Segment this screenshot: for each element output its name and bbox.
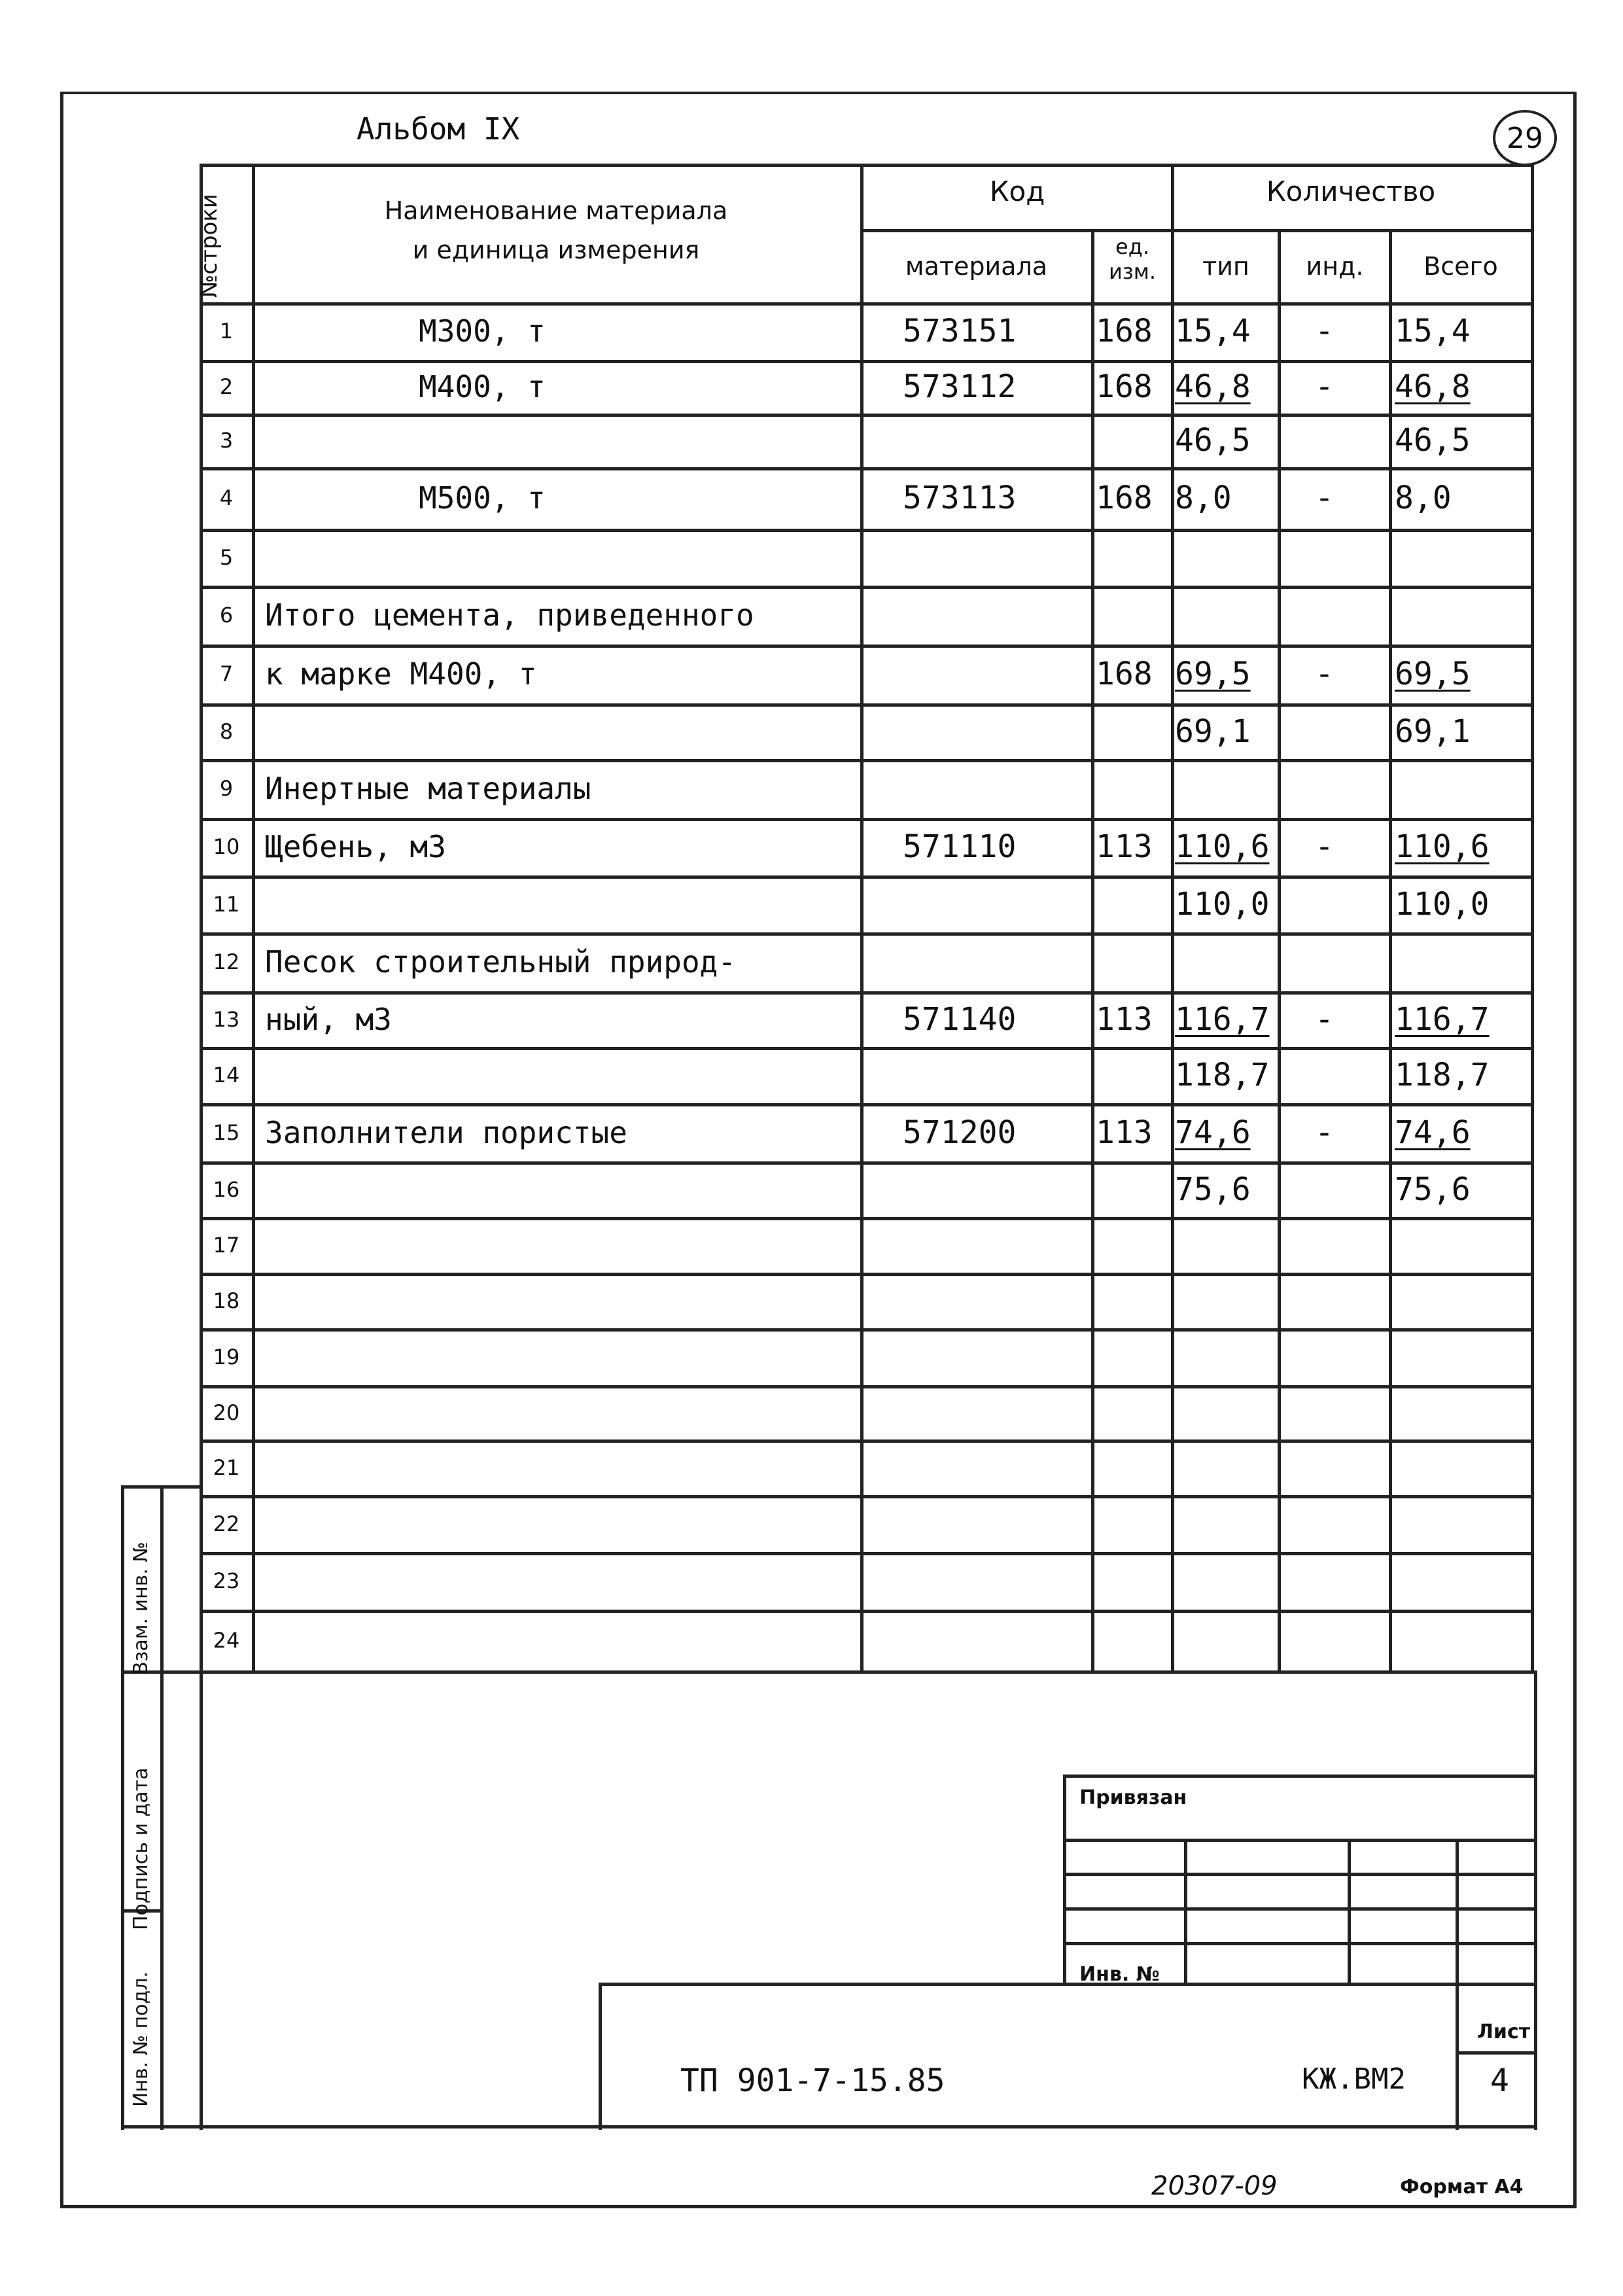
row-rule xyxy=(200,932,1534,936)
row-qty-tip: 15,4 xyxy=(1175,313,1251,349)
stamp-rule xyxy=(1063,1775,1537,1778)
row-rule xyxy=(200,1552,1534,1555)
row-qty-total: 15,4 xyxy=(1395,313,1471,349)
row-number: 14 xyxy=(213,1063,240,1087)
row-unit-code: 113 xyxy=(1096,1114,1153,1151)
row-qty-ind: - xyxy=(1315,313,1334,349)
page-number-circle: 29 xyxy=(1493,110,1557,166)
row-qty-total: 110,6 xyxy=(1395,828,1490,865)
stamp-list-value: 4 xyxy=(1490,2062,1509,2099)
row-number: 12 xyxy=(213,949,240,974)
row-number: 5 xyxy=(219,544,234,570)
row-qty-total: 8,0 xyxy=(1395,480,1452,516)
row-material-name: М300, т xyxy=(419,313,546,349)
row-unit-code: 168 xyxy=(1096,656,1153,692)
row-rule xyxy=(200,1161,1534,1165)
row-qty-ind: - xyxy=(1315,1114,1334,1151)
row-number: 17 xyxy=(213,1232,240,1258)
side-label-inv-podl: Инв. № подл. xyxy=(130,1971,152,2107)
row-material-name: ный, м3 xyxy=(265,1001,392,1037)
stamp-rule xyxy=(1348,1839,1351,1986)
row-number: 7 xyxy=(219,662,234,686)
row-qty-total: 46,8 xyxy=(1395,368,1471,405)
stamp-privyazan: Привязан xyxy=(1079,1786,1187,1809)
row-rule xyxy=(200,703,1534,707)
row-qty-tip: 110,0 xyxy=(1175,885,1270,923)
side-label-vzam-inv: Взам. инв. № xyxy=(130,1542,152,1675)
row-number: 15 xyxy=(213,1120,240,1145)
row-number: 1 xyxy=(219,319,234,344)
row-number: 13 xyxy=(213,1006,240,1032)
row-qty-tip: 8,0 xyxy=(1175,480,1232,516)
row-material-code: 573113 xyxy=(903,480,1017,516)
row-rule xyxy=(200,759,1534,762)
column-rule xyxy=(860,164,864,1674)
column-rule xyxy=(1389,229,1392,1674)
row-qty-tip: 69,1 xyxy=(1175,713,1251,750)
header-code-unit: ед. изм. xyxy=(1108,234,1157,284)
row-rule xyxy=(200,1495,1534,1498)
row-rule xyxy=(200,645,1534,648)
table-bottom-rule xyxy=(200,1670,1534,1674)
row-number: 6 xyxy=(219,603,234,627)
row-qty-tip: 46,5 xyxy=(1175,422,1251,459)
stamp-rule xyxy=(1063,1775,1066,1986)
row-material-code: 571110 xyxy=(903,828,1017,865)
header-quantity: Количество xyxy=(1266,175,1436,207)
row-material-code: 573151 xyxy=(903,313,1017,349)
row-rule xyxy=(200,1103,1534,1106)
header-code-material: материала xyxy=(905,252,1048,281)
row-number: 23 xyxy=(213,1568,240,1593)
row-number: 16 xyxy=(213,1176,240,1202)
row-qty-ind: - xyxy=(1315,656,1334,692)
stamp-rule xyxy=(1063,1907,1537,1911)
header-code: Код xyxy=(989,175,1045,207)
row-material-name: Инертные материалы xyxy=(265,771,591,806)
header-qty-tip: тип xyxy=(1202,252,1249,281)
stamp-right-rule xyxy=(1534,1670,1537,2130)
stamp-list-label: Лист xyxy=(1477,2021,1531,2043)
row-material-code: 571200 xyxy=(903,1114,1017,1151)
side-strip-right-rule xyxy=(160,1485,164,2130)
header-name-line1: Наименование материала xyxy=(384,196,728,225)
row-material-name: Песок строительный природ- xyxy=(265,944,737,980)
row-material-name: М400, т xyxy=(419,369,546,404)
row-unit-code: 113 xyxy=(1096,828,1153,865)
row-rule xyxy=(200,1439,1534,1443)
row-qty-tip: 110,6 xyxy=(1175,828,1270,865)
stamp-rule xyxy=(599,1983,602,2130)
stamp-rule xyxy=(1063,1942,1537,1945)
row-unit-code: 168 xyxy=(1096,368,1153,405)
row-rule xyxy=(200,467,1534,470)
row-qty-total: 116,7 xyxy=(1395,1000,1490,1038)
row-number: 3 xyxy=(219,428,234,453)
footer-format: Формат А4 xyxy=(1400,2176,1524,2199)
row-unit-code: 113 xyxy=(1096,1000,1153,1038)
row-qty-tip: 74,6 xyxy=(1175,1114,1251,1151)
row-number: 4 xyxy=(219,486,234,510)
row-material-name: Заполнители пористые xyxy=(265,1114,627,1150)
row-rule xyxy=(200,1047,1534,1050)
stamp-rule xyxy=(599,1983,1537,1986)
row-number: 2 xyxy=(219,374,234,399)
row-number: 19 xyxy=(213,1344,240,1369)
row-material-code: 571140 xyxy=(903,1000,1017,1038)
row-rule xyxy=(200,991,1534,995)
header-qty-total: Всего xyxy=(1423,252,1498,281)
stamp-rule xyxy=(1063,1873,1537,1876)
row-rule xyxy=(200,1385,1534,1388)
row-rule xyxy=(200,1610,1534,1613)
row-qty-total: 46,5 xyxy=(1395,422,1471,459)
header-qty-ind: инд. xyxy=(1306,252,1364,281)
stamp-rule xyxy=(1456,2051,1537,2055)
stamp-rule xyxy=(1184,1839,1187,1986)
column-rule xyxy=(252,164,255,1674)
row-material-name: Итого цемента, приведенного xyxy=(265,597,754,633)
stamp-inv-no: Инв. № xyxy=(1079,1963,1160,1986)
row-qty-total: 75,6 xyxy=(1395,1171,1471,1208)
row-number: 21 xyxy=(213,1455,240,1480)
row-qty-ind: - xyxy=(1315,1000,1334,1038)
row-material-name: к марке М400, т xyxy=(265,656,537,692)
footer-handwritten-number: 20307-09 xyxy=(1151,2171,1278,2201)
album-title: Альбом IX xyxy=(357,111,520,147)
stamp-rule xyxy=(1063,1839,1537,1842)
row-qty-total: 69,1 xyxy=(1395,713,1471,750)
row-material-name: М500, т xyxy=(419,480,546,516)
row-qty-ind: - xyxy=(1315,480,1334,516)
column-rule xyxy=(200,164,203,1674)
row-rule xyxy=(200,1217,1534,1220)
stamp-bottom-rule xyxy=(121,2125,1537,2128)
side-strip-top-rule xyxy=(121,1485,203,1489)
row-number: 9 xyxy=(219,776,234,801)
row-number: 10 xyxy=(213,834,240,859)
row-rule xyxy=(200,529,1534,532)
row-qty-tip: 75,6 xyxy=(1175,1171,1251,1208)
row-rule xyxy=(200,1328,1534,1332)
table-top-rule xyxy=(200,164,1534,167)
row-rule xyxy=(200,875,1534,879)
row-number: 8 xyxy=(219,718,234,744)
row-unit-code: 168 xyxy=(1096,313,1153,349)
row-rule xyxy=(200,586,1534,589)
side-label-podpis-data: Подпись и дата xyxy=(130,1767,152,1930)
row-material-name: Щебень, м3 xyxy=(265,829,446,864)
column-rule xyxy=(1531,164,1534,1674)
side-strip-left-rule xyxy=(121,1485,124,2130)
column-rule xyxy=(1278,229,1281,1674)
header-sub-rule xyxy=(860,229,1534,232)
column-rule xyxy=(1091,229,1094,1674)
stamp-doc-code: ТП 901-7-15.85 xyxy=(680,2062,945,2099)
row-rule xyxy=(200,302,1534,306)
row-number: 20 xyxy=(213,1400,240,1425)
header-name-line2: и единица измерения xyxy=(412,236,700,264)
row-number: 22 xyxy=(213,1511,240,1536)
row-qty-tip: 116,7 xyxy=(1175,1000,1270,1038)
row-qty-total: 110,0 xyxy=(1395,885,1490,923)
stamp-rule xyxy=(1456,1839,1459,2055)
row-rule xyxy=(200,414,1534,417)
row-rule xyxy=(200,818,1534,821)
row-qty-total: 69,5 xyxy=(1395,656,1471,692)
row-number: 18 xyxy=(213,1288,240,1313)
row-qty-tip: 118,7 xyxy=(1175,1057,1270,1093)
stamp-doc-mark: КЖ.ВМ2 xyxy=(1302,2062,1406,2096)
row-material-code: 573112 xyxy=(903,368,1017,405)
row-number: 24 xyxy=(213,1627,240,1653)
row-qty-total: 74,6 xyxy=(1395,1114,1471,1151)
side-strip-column-rule xyxy=(200,1670,203,2130)
row-qty-tip: 69,5 xyxy=(1175,656,1251,692)
row-qty-total: 118,7 xyxy=(1395,1057,1490,1093)
row-qty-ind: - xyxy=(1315,828,1334,865)
row-unit-code: 168 xyxy=(1096,480,1153,516)
row-number: 11 xyxy=(213,891,240,917)
row-qty-ind: - xyxy=(1315,368,1334,405)
stamp-rule xyxy=(1456,2051,1459,2130)
row-rule xyxy=(200,1273,1534,1276)
header-row-no: №строки xyxy=(196,194,222,298)
column-rule xyxy=(1171,164,1174,1674)
row-qty-tip: 46,8 xyxy=(1175,368,1251,405)
row-rule xyxy=(200,360,1534,363)
